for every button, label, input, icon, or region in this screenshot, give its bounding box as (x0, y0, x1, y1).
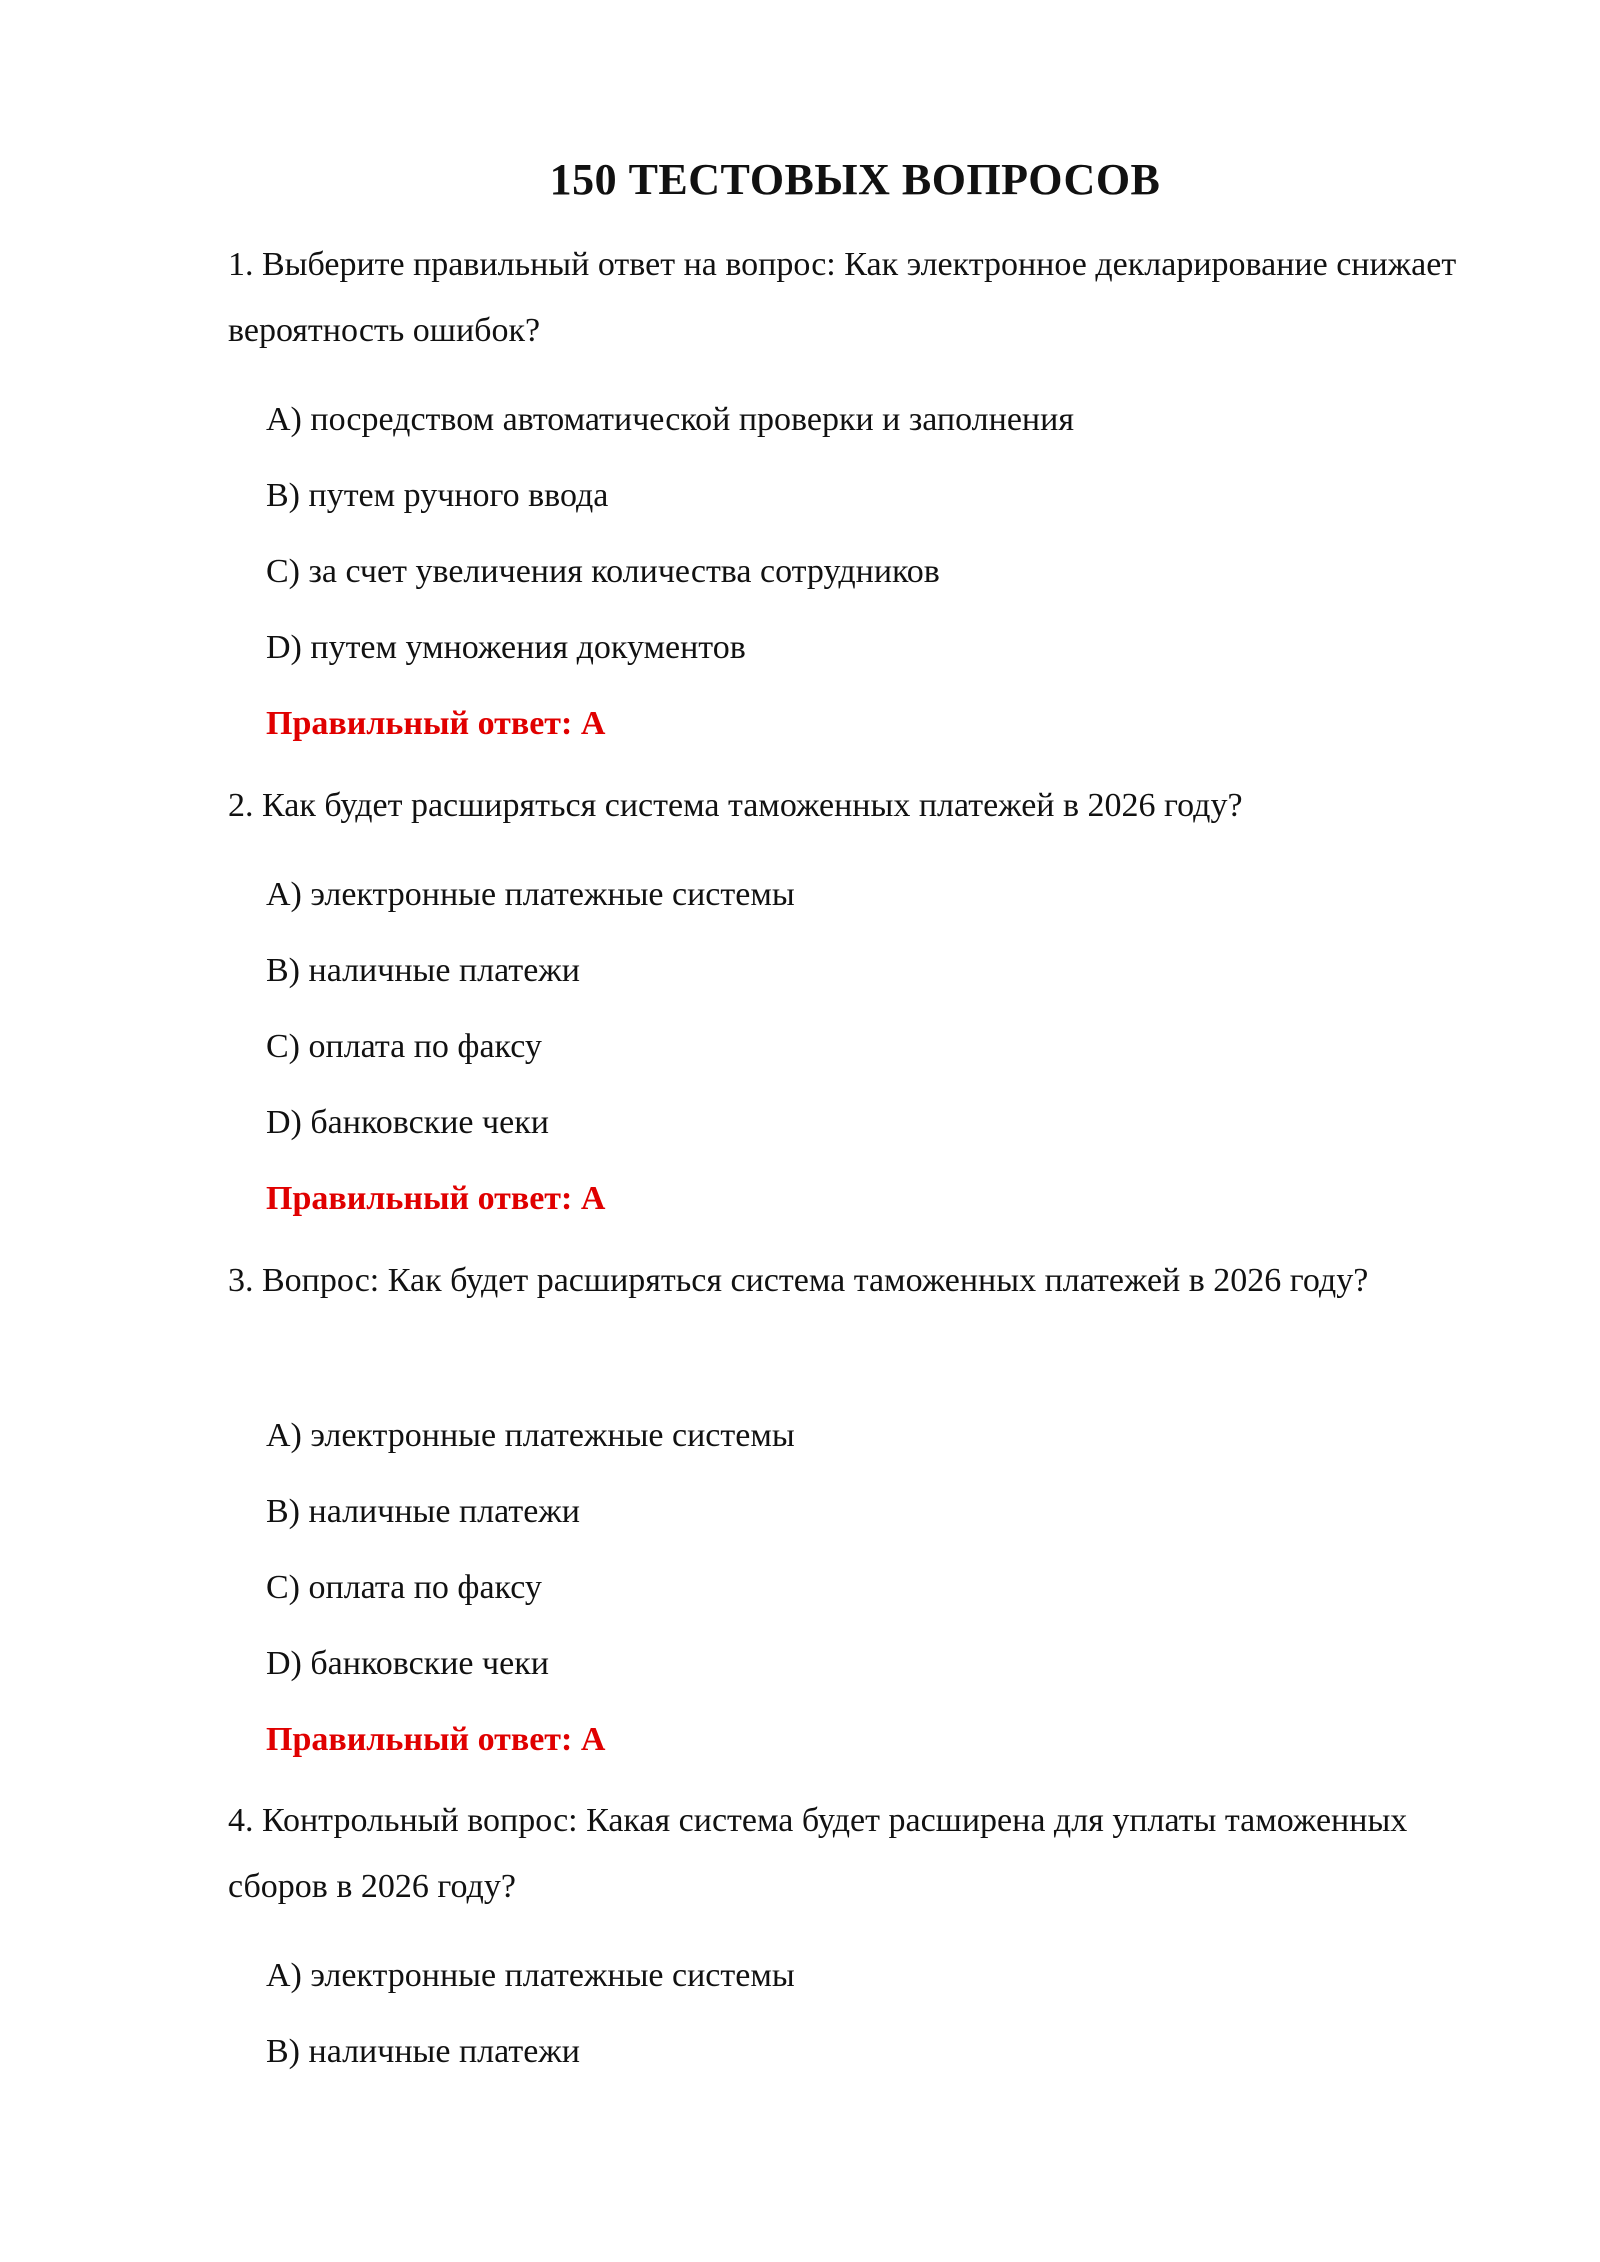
answer-option: D) путем умножения документов (266, 629, 746, 666)
answer-option: A) электронные платежные системы (266, 1957, 795, 1994)
answer-option: B) наличные платежи (266, 1493, 580, 1530)
answer-option: B) наличные платежи (266, 952, 580, 989)
answer-option: C) за счет увеличения количества сотрудников (266, 553, 940, 590)
answer-option: D) банковские чеки (266, 1104, 549, 1141)
answer-option: A) электронные платежные системы (266, 876, 795, 913)
question-text: 1. Выберите правильный ответ на вопрос: Как электронное декларирование снижает вероятность ошибок? (228, 246, 1457, 349)
question-text: 2. Как будет расширяться система таможенных платежей в 2026 году? (228, 787, 1243, 824)
answer-option: C) оплата по факсу (266, 1028, 542, 1065)
page-title: 150 ТЕСТОВЫХ ВОПРОСОВ (549, 155, 1161, 204)
correct-answer: Правильный ответ: A (266, 1721, 606, 1758)
question-text: 4. Контрольный вопрос: Какая система будет расширена для уплаты таможенных сборов в 2026 году? (228, 1802, 1408, 1905)
question-text: 3. Вопрос: Как будет расширяться система таможенных платежей в 2026 году? (228, 1262, 1369, 1299)
correct-answer: Правильный ответ: A (266, 1180, 606, 1217)
answer-option: A) посредством автоматической проверки и заполнения (266, 401, 1074, 438)
answer-option: A) электронные платежные системы (266, 1417, 795, 1454)
correct-answer: Правильный ответ: A (266, 705, 606, 742)
answer-option: B) путем ручного ввода (266, 477, 609, 514)
answer-option: C) оплата по факсу (266, 1569, 542, 1606)
answer-option: D) банковские чеки (266, 1645, 549, 1682)
answer-option: B) наличные платежи (266, 2033, 580, 2070)
